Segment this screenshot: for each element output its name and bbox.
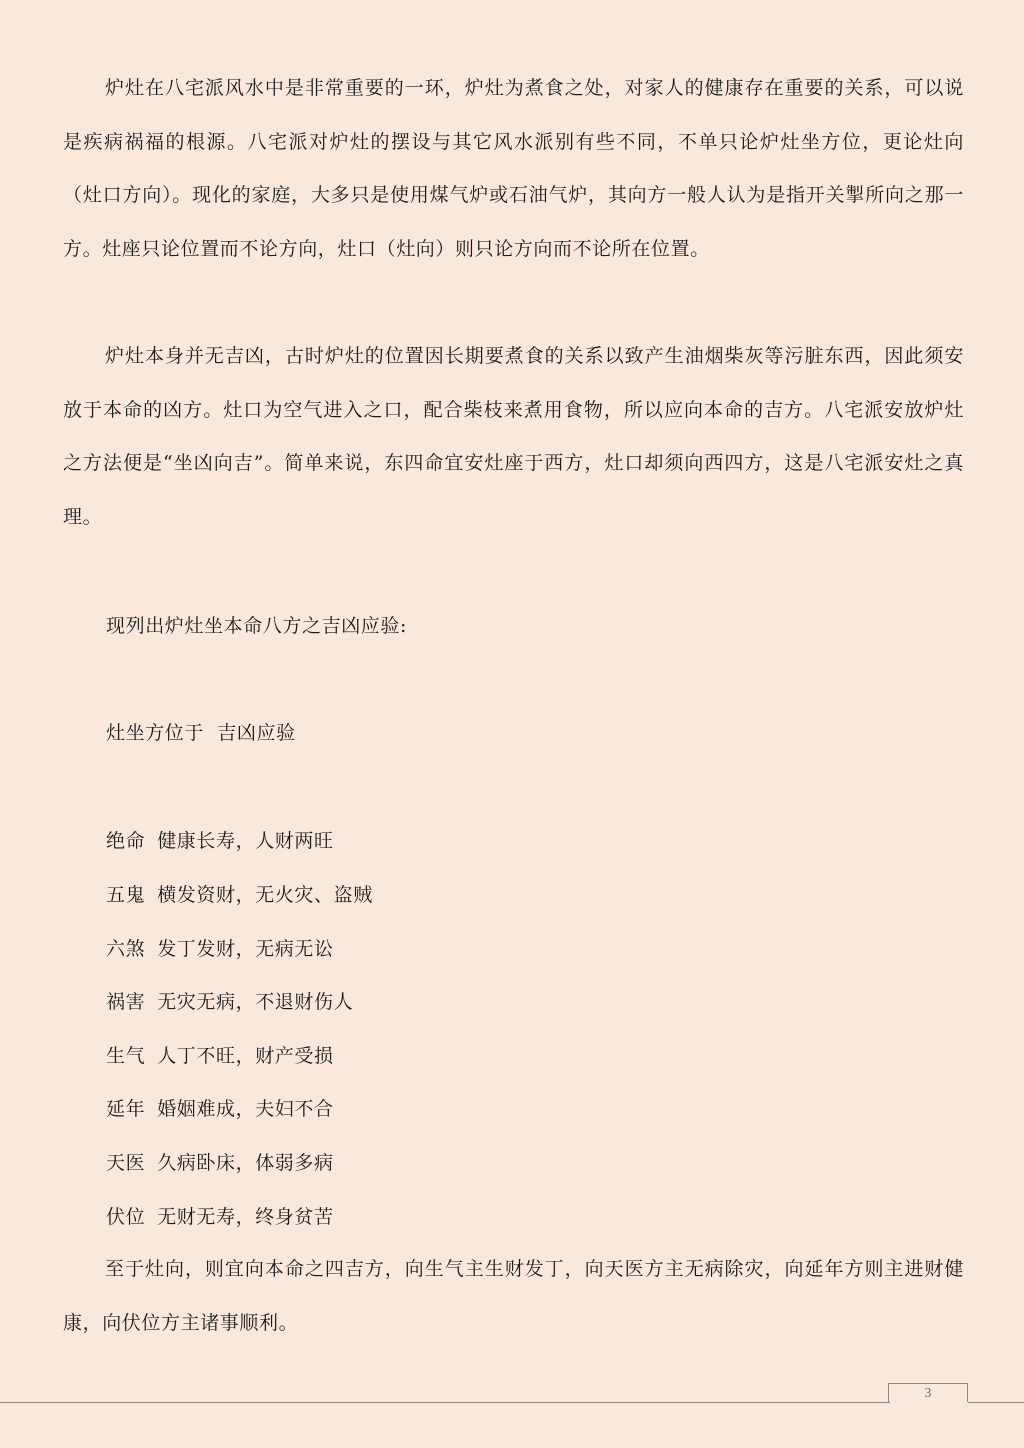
footer-rule: [0, 1402, 890, 1403]
paragraph-stove-importance: 炉灶在八宅派风水中是非常重要的一环，炉灶为煮食之处，对家人的健康存在重要的关系，可以说是疾病祸福的根源。八宅派对炉灶的摆设与其它风水派别有些不同，不单只论炉灶坐方位，更论灶向（灶口方向）。现化的家庭，大多只是使用煤气炉或石油气炉，其向方一般人认为是指开关掣所向之那一方。灶座只论位置而不论方向，灶口（灶向）则只论方向而不论所在位置。: [63, 77, 964, 260]
item-position: 祸害: [106, 991, 146, 1013]
item-result: 健康长寿，人财两旺: [157, 830, 334, 852]
item-result: 横发资财，无火灾、盗贼: [157, 884, 373, 906]
table-header: 灶坐方位于 吉凶应验: [106, 722, 296, 744]
item-position: 天医: [106, 1152, 146, 1174]
list-item: [106, 934, 334, 964]
paragraph-stove-placement: 炉灶本身并无吉凶，古时炉灶的位置因长期要煮食的关系以致产生油烟柴灰等污脏东西，因此须安放于本命的凶方。灶口为空气进入之口，配合柴枝来煮用食物，所以应向本命的吉方。八宅派安放炉灶之方法便是“坐凶向吉”。简单来说，东四命宜安灶座于西方，灶口却须向西四方，这是八宅派安灶之真理。: [63, 345, 964, 528]
item-result: 无财无寿，终身贫苦: [157, 1206, 334, 1228]
list-item: [106, 1148, 334, 1178]
item-result: 人丁不旺，财产受损: [157, 1045, 334, 1067]
item-position: 生气: [106, 1045, 146, 1067]
item-position: 六煞: [106, 938, 146, 960]
page-number: 3: [888, 1383, 968, 1402]
item-result: 久病卧床，体弱多病: [157, 1152, 334, 1174]
paragraph-stove-direction: 至于灶向，则宜向本命之四吉方，向生气主生财发丁，向天医方主无病除灾，向延年方则主进财健康，向伏位方主诸事顺利。: [63, 1258, 964, 1334]
item-result: 发丁发财，无病无讼: [157, 938, 334, 960]
list-item: [106, 826, 334, 856]
list-item: [106, 1202, 334, 1232]
list-item: [106, 880, 373, 910]
item-position: 绝命: [106, 830, 146, 852]
list-item: [106, 1041, 334, 1071]
item-position: 延年: [106, 1098, 146, 1120]
intro-line: 现列出炉灶坐本命八方之吉凶应验:: [106, 615, 408, 637]
list-item: [106, 1094, 334, 1124]
item-position: 伏位: [106, 1206, 146, 1228]
footer-rule: [968, 1402, 1024, 1403]
item-result: 无灾无病，不退财伤人: [157, 991, 354, 1013]
item-position: 五鬼: [106, 884, 146, 906]
list-item: [106, 987, 353, 1017]
item-result: 婚姻难成，夫妇不合: [157, 1098, 334, 1120]
